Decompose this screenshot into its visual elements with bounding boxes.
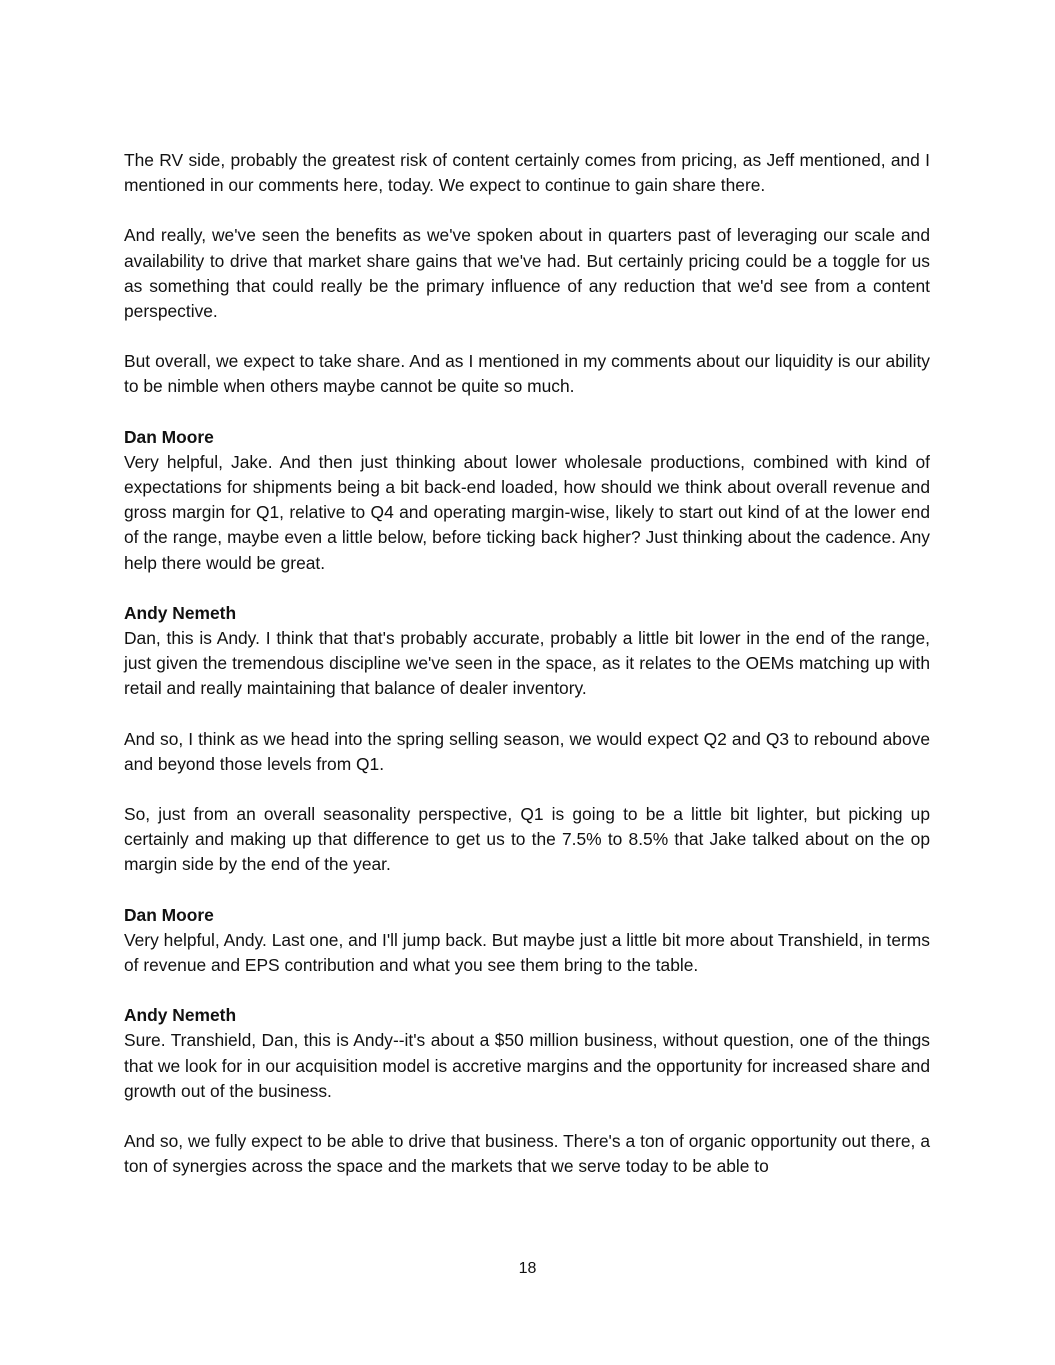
speaker-turn [124, 425, 930, 576]
paragraph: Very helpful, Andy. Last one, and I'll jump back. But maybe just a little bit more about Transhield, in terms of revenue and EPS contribution and what you see them bring to the table. [124, 929, 930, 976]
page-number: 18 [518, 1260, 537, 1277]
paragraph: Very helpful, Jake. And then just thinking about lower wholesale productions, combined with kind of expectations for shipments being a bit back-end loaded, how should we think about overall revenue and gross margin for Q1, relative to Q4 and operating margin-wise, likely to start out kind of at the lower end of the range, maybe even a little below, before ticking back higher? Just thinking about the cadence. Any help there would be great. [124, 451, 930, 573]
paragraph: And so, we fully expect to be able to drive that business. There's a ton of organic opportunity out there, a ton of synergies across the space and the markets that we serve today to be able to [124, 1131, 930, 1177]
paragraph: And really, we've seen the benefits as we've spoken about in quarters past of leveraging our scale and availability to drive that market share gains that we've had. But certainly pricing could be a toggle for us as something that could really be the primary influence of any reduction that we'd see from a content perspective. [124, 225, 930, 322]
speaker-turn [124, 601, 930, 702]
speaker-turn [124, 1003, 930, 1104]
speaker-name: Andy Nemeth [124, 602, 237, 623]
transcript-body [124, 148, 930, 1180]
speaker-name: Andy Nemeth [124, 1005, 237, 1026]
paragraph: But overall, we expect to take share. And as I mentioned in my comments about our liquidity is our ability to be nimble when others maybe cannot be quite so much. [124, 351, 930, 397]
speaker-name: Dan Moore [124, 426, 214, 447]
paragraph: The RV side, probably the greatest risk of content certainly comes from pricing, as Jeff mentioned, and I mentioned in our comments here, today. We expect to continue to gain share there. [124, 150, 930, 196]
paragraph: Sure. Transhield, Dan, this is Andy--it's about a $50 million business, without question, one of the things that we look for in our acquisition model is accretive margins and the opportunity for increased share and growth out of the business. [124, 1030, 930, 1101]
paragraph: And so, I think as we head into the spring selling season, we would expect Q2 and Q3 to rebound above and beyond those levels from Q1. [124, 728, 930, 774]
paragraph: So, just from an overall seasonality perspective, Q1 is going to be a little bit lighter, but picking up certainly and making up that difference to get us to the 7.5% to 8.5% that Jake talked about on the op margin side by the end of the year. [124, 804, 930, 875]
paragraph: Dan, this is Andy. I think that that's probably accurate, probably a little bit lower in the end of the range, just given the tremendous discipline we've seen in the space, as it relates to the OEMs matching up with retail and really maintaining that balance of dealer inventory. [124, 628, 930, 699]
speaker-turn [124, 903, 930, 979]
speaker-name: Dan Moore [124, 904, 214, 925]
